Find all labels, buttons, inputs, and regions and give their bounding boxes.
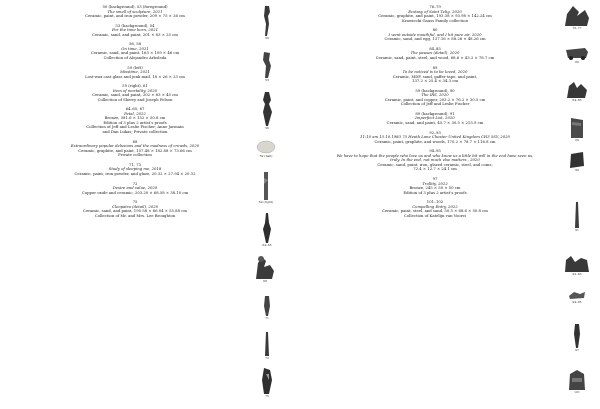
sculpture-thumbnail [564,368,590,394]
sculpture-thumbnail [564,46,590,64]
caption-entry: 71, 73 Study of sleeping me, 2018 Ceramic, paint, iron powder, and glaze, 20.32 × 27.94 × 20.32 [74,161,196,176]
sculpture-thumbnail [258,52,276,82]
sculpture-thumbnail [254,172,278,204]
sculpture-image [569,118,585,138]
sculpture-image [565,46,589,60]
thumbnail-label: 91 [575,228,579,232]
sculpture-image [565,80,589,98]
sculpture-thumbnail [564,80,590,102]
thumbnail-label: 59 (ball) [259,154,273,158]
sculpture-thumbnail [258,332,276,360]
thumbnail-label: 59 (right) [258,200,274,204]
sculpture-image [262,296,272,316]
thumbnail-label: 80 [575,60,579,64]
sculpture-thumbnail [258,92,276,130]
sculpture-image [252,253,278,279]
caption-entry: 92–93 11:10 am 15.10.1983 75 Heath Lane Chester United Kingdom CH3 5SY, 2020 Ceramic, paint, graphite, and woods, 170.2 × 78.7 × 116.8 cm [360,129,510,144]
thumbnail-label: 56 [265,126,269,130]
sculpture-thumbnail [256,213,278,247]
sculpture-image [261,92,273,126]
left-caption-column [35,5,235,223]
caption-entry: 68 Extraordinary popular delusions and the madness of crowds, 2020 Ceramic, graphite, and paint, 157.48 × 182.88 × 73.66 cm Private collection [70,138,200,158]
caption-entry: 75 Cleopatra (detail), 2020 Ceramic, sand, and paint, 195.58 × 66.04 × 55.88 cm Collection of Mr. and Mrs. Lee Broughton [83,199,187,218]
sculpture-thumbnail [568,202,586,232]
caption-entry: 59 (left) Misstime, 2021 Lost-wax cast glass and junk mail, 18 × 26 × 23 cm [85,64,185,79]
sculpture-image [563,252,591,272]
caption-entry: 56, 58 On time, 2021 Ceramic, sand, and paint, 163 × 109 × 46 cm Collection of Alejandro Arboleda [90,41,180,60]
sculpture-image [568,290,586,300]
thumbnail-label: 71 [265,316,269,320]
sculpture-thumbnail [258,6,276,40]
sculpture-image [262,52,272,78]
thumbnail-label: 53 [265,78,269,82]
sculpture-image [260,368,274,394]
caption-entry: 89 (background), 91 Imperfect List, 2020 Ceramic, sand, and paint, 45.7 × 30.5 × 215.9 cm [386,110,484,125]
thumbnail-label: 75 [265,394,269,398]
right-caption-column [335,5,535,223]
thumbnail-label: 68 [263,279,267,283]
caption-entry: 94–95 We have to hope that the people who love us and who know us a little bit will in the end have seen us, truly. In the end, not much else matters., 2020 Ceramic, sand, paint, iron, glazed ceramic, steel, and coins, 72.4 × 12.7 × 24.1 cm [336,148,534,172]
sculpture-thumbnail [256,368,278,398]
sculpture-thumbnail [566,152,588,172]
caption-entry: 76–79 Ecstasy of Saint Telig, 2020 Ceramic, graphite, and paint, 193.38 × 93.98 × 142.24 cm Krawiecki Gauss Family collection [378,4,492,23]
sculpture-thumbnail [562,252,592,276]
sculpture-thumbnail [258,296,276,320]
caption-entry: 59 (right), 61 Item of mortality, 2020 Ceramic, sand, and paint, 202 × 63 × 45 cm Collection of Sherry and Joseph Felson [92,83,178,102]
caption-entry: 84–85 The pauses (detail), 2020 Ceramic, sand, paint, steel, and wood, 68.6 × 43.2 × 78.7 cm [375,45,495,60]
caption-entry: 101–102 Compelling Entry, 2022 Ceramic, paint, steel, and sand, 50.5 × 68.6 × 50.8 cm Collection of Katelijn van Voorst [382,199,488,218]
caption-entry: 89 To be noticed is to be loved, 2020 Ceramic, MDF, sand, gaffer tape, and paint, 137.2 × 25.4 × 34.3 cm [392,64,478,84]
sculpture-image [573,202,581,228]
sculpture-image [261,172,271,200]
sculpture-image [571,324,583,348]
sculpture-image [563,4,591,26]
thumbnail-label: 90 [575,168,579,172]
thumbnail-label: 50 [265,36,269,40]
sculpture-image [567,368,587,390]
thumbnail-label: 92–93 [572,272,582,276]
caption-entry: 59 (background), 90 The IRS, 2020 Ceramic, paint, and copper, 203.2 × 76.2 × 30.5 cm Collection of Jeff and Leslie Fischer [384,87,486,107]
thumbnail-label: 64–65 [262,243,272,247]
sculpture-image [261,213,273,243]
sculpture-image [262,6,272,36]
caption-entry: 97 Trollity, 2022 Bronze, 245 × 50 × 50 cm Edition of 3 plus 2 artist’s proofs [403,176,467,195]
sculpture-image [263,332,271,356]
sculpture-thumbnail [250,253,280,283]
caption-entry: 80 I went outside mouthful, and I hit pure air, 2020 Ceramic, sand, and egg, 137.16 × 88.26 × 48.26 cm [384,27,486,42]
sculpture-thumbnail [564,290,590,304]
thumbnail-label: 94–95 [572,300,582,304]
sculpture-image [569,152,585,168]
thumbnail-label: 89 [575,138,579,142]
thumbnail-label: 72 [265,356,269,360]
thumbnail-label: 76–77 [572,26,582,30]
thumbnail-label: 97 [575,348,579,352]
sculpture-image [256,140,276,154]
sculpture-thumbnail [562,4,592,30]
caption-entry: 50 (background), 53 (foreground) The smell of sculpture, 2021 Ceramic, paint, and iron powder, 209 × 75 × 26 cm [85,4,185,18]
caption-entry: 72 Desire and value, 2020 Copper oxide and ceramic, 203.20 × 68.58 × 38.10 cm [81,180,189,195]
thumbnail-label: 101 [574,390,580,394]
caption-entry: 64–65, 67 Petal, 2022 Bronze, 381.6 × 152 × 50.8 cm Edition of 3 plus 2 artist’s proofs Collection of Jeff and Leslie Fischer; Anne Jarmain and Dan Lukas; Private collection [86,106,184,134]
sculpture-thumbnail [254,140,278,158]
sculpture-thumbnail [566,324,588,352]
sculpture-thumbnail [566,118,588,142]
caption-entry: 53 (background), 54 For the time born, 2021 Ceramic, sand, and paint, 201 × 83 × 25 cm [92,22,178,37]
thumbnail-label: 84–85 [572,98,582,102]
